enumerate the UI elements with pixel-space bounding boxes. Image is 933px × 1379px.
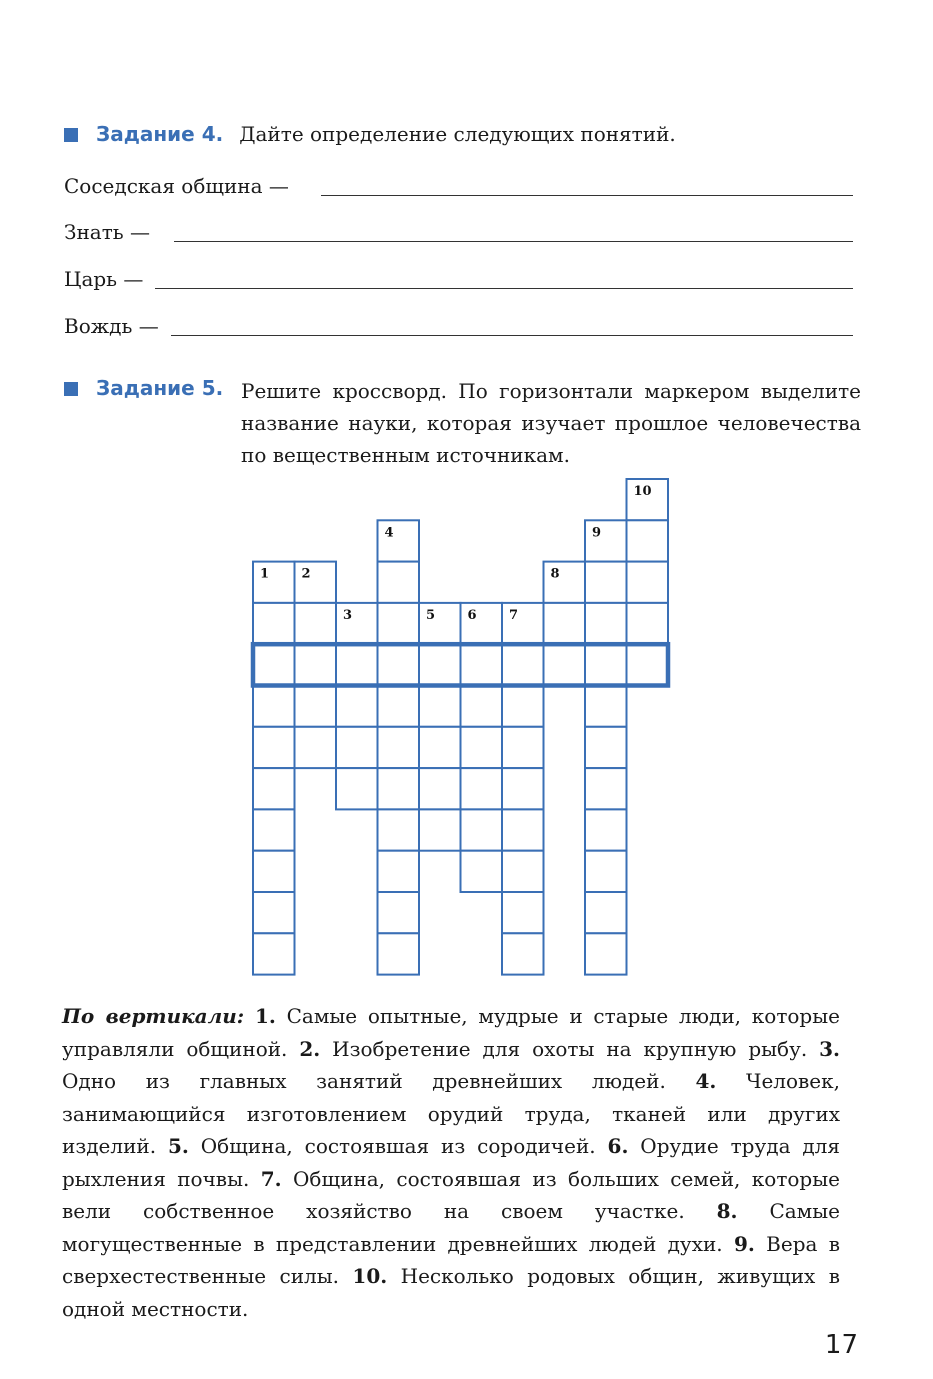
task5-text: Решите кроссворд. По горизонтали маркером выделите название науки, которая изучает прошлое человечества по вещественным источникам. [241, 379, 861, 467]
crossword-cell[interactable] [627, 562, 669, 603]
clue-number: 3. [819, 1036, 841, 1061]
crossword-cell[interactable] [419, 809, 461, 850]
clue-number: 9. [733, 1231, 755, 1256]
crossword-cell-number: 5 [426, 607, 436, 623]
crossword-cell[interactable] [378, 727, 420, 768]
crossword-cell[interactable] [419, 768, 461, 809]
crossword-cell[interactable] [502, 644, 544, 685]
crossword-cell-number: 1 [260, 566, 270, 582]
crossword-cell[interactable] [295, 603, 337, 644]
clue-text: Вера в сверхестественные силы. [62, 1231, 841, 1288]
clues-vertical [62, 1000, 840, 1325]
clue-text: Одно из главных занятий древнейших людей. [62, 1069, 696, 1093]
crossword-cell[interactable] [253, 727, 295, 768]
clue-text: Человек, занимающийся изготовлением орудий труда, тканей или других изделий. [62, 1069, 840, 1158]
crossword-cell[interactable] [461, 768, 503, 809]
crossword-cell[interactable] [461, 727, 503, 768]
crossword-cell[interactable] [461, 809, 503, 850]
crossword-cell[interactable] [627, 520, 669, 561]
crossword-cell-number: 10 [633, 484, 652, 499]
crossword-cell[interactable] [378, 892, 420, 933]
clue-number: 6. [607, 1134, 629, 1158]
crossword-cell[interactable] [295, 644, 337, 685]
crossword-cell[interactable] [253, 892, 295, 933]
crossword-cell[interactable] [502, 892, 544, 933]
definition-term: Знать — [64, 220, 151, 244]
crossword-cell-number: 9 [592, 525, 602, 541]
crossword-cell[interactable] [336, 686, 378, 727]
crossword-cell-number: 2 [301, 566, 311, 582]
crossword-cell[interactable] [585, 562, 627, 603]
crossword-cell[interactable] [253, 644, 295, 685]
crossword-cell-number: 8 [550, 566, 560, 582]
clue-text: Самые могущественные в представлении древнейших людей духи. [62, 1199, 840, 1256]
crossword-cell[interactable] [585, 768, 627, 809]
crossword-cell[interactable] [502, 727, 544, 768]
clue-number: 8. [716, 1199, 738, 1223]
definition-term: Вождь — [64, 314, 159, 338]
crossword-cell[interactable] [378, 933, 420, 974]
clue-text: Община, состоявшая из больших семей, которые вели собственное хозяйство на своем участке. [62, 1166, 840, 1223]
crossword-cell[interactable] [461, 686, 503, 727]
clue-text: Орудие труда для рыхления почвы. [62, 1134, 841, 1191]
task4-label: Задание 4. [96, 122, 224, 146]
crossword-cell-number: 4 [384, 525, 394, 541]
crossword-cell-number: 6 [467, 607, 477, 623]
crossword-cell[interactable] [544, 644, 586, 685]
crossword-cell[interactable] [585, 809, 627, 850]
crossword-cell[interactable] [419, 727, 461, 768]
crossword-cell[interactable] [253, 603, 295, 644]
crossword-cell[interactable] [336, 644, 378, 685]
definition-term: Царь — [64, 267, 144, 291]
crossword-cell[interactable] [585, 686, 627, 727]
crossword-cell[interactable] [378, 809, 420, 850]
crossword-cell-number: 3 [343, 607, 353, 623]
clue-number: 10. [352, 1264, 388, 1288]
crossword-cell[interactable] [627, 644, 669, 685]
crossword-cell[interactable] [502, 851, 544, 892]
crossword-cell[interactable] [585, 851, 627, 892]
crossword-cell[interactable] [336, 768, 378, 809]
page-number: 17 [824, 1330, 858, 1360]
crossword-cell[interactable] [419, 686, 461, 727]
crossword-cell-number: 7 [509, 607, 519, 623]
clue-number: 2. [299, 1036, 321, 1061]
crossword-cell[interactable] [502, 768, 544, 809]
crossword-cell[interactable] [378, 851, 420, 892]
crossword-cell[interactable] [585, 644, 627, 685]
task4-text: Дайте определение следующих понятий. [239, 122, 676, 146]
crossword-cell[interactable] [295, 727, 337, 768]
crossword-cell[interactable] [295, 686, 337, 727]
crossword-cell[interactable] [585, 933, 627, 974]
crossword-cell[interactable] [378, 686, 420, 727]
crossword-cell[interactable] [502, 933, 544, 974]
crossword-cell[interactable] [461, 851, 503, 892]
crossword-cell[interactable] [585, 603, 627, 644]
crossword-cell[interactable] [419, 644, 461, 685]
crossword-cell[interactable] [502, 809, 544, 850]
clue-number: 4. [695, 1069, 717, 1093]
crossword-cell[interactable] [378, 644, 420, 685]
crossword-cell[interactable] [378, 768, 420, 809]
crossword-cell[interactable] [253, 851, 295, 892]
crossword-cell[interactable] [461, 644, 503, 685]
crossword-cell[interactable] [585, 892, 627, 933]
clue-number: 5. [168, 1134, 189, 1158]
definition-term: Соседская община — [64, 174, 289, 198]
crossword-cell[interactable] [378, 603, 420, 644]
clue-number: 1. [254, 1004, 276, 1028]
clue-text: Самые опытные, мудрые и старые люди, которые управляли общиной. [62, 1004, 840, 1061]
crossword-cell[interactable] [502, 686, 544, 727]
task5-label: Задание 5. [96, 376, 224, 400]
clue-text: Община, состоявшая из сородичей. [188, 1134, 608, 1158]
crossword-cell[interactable] [336, 727, 378, 768]
crossword-cell[interactable] [253, 768, 295, 809]
crossword-cell[interactable] [253, 933, 295, 974]
crossword-cell[interactable] [627, 603, 669, 644]
crossword-cell[interactable] [253, 809, 295, 850]
crossword-cell[interactable] [378, 562, 420, 603]
clue-text: Изобретение для охоты на крупную рыбу. [320, 1036, 820, 1061]
crossword-cell[interactable] [585, 727, 627, 768]
clue-text: Несколько родовых общин, живущих в одной местности. [62, 1264, 840, 1321]
clues-lead: По вертикали: [62, 1004, 245, 1028]
crossword-cell[interactable] [544, 603, 586, 644]
clue-number: 7. [260, 1166, 282, 1191]
crossword-cell[interactable] [253, 686, 295, 727]
